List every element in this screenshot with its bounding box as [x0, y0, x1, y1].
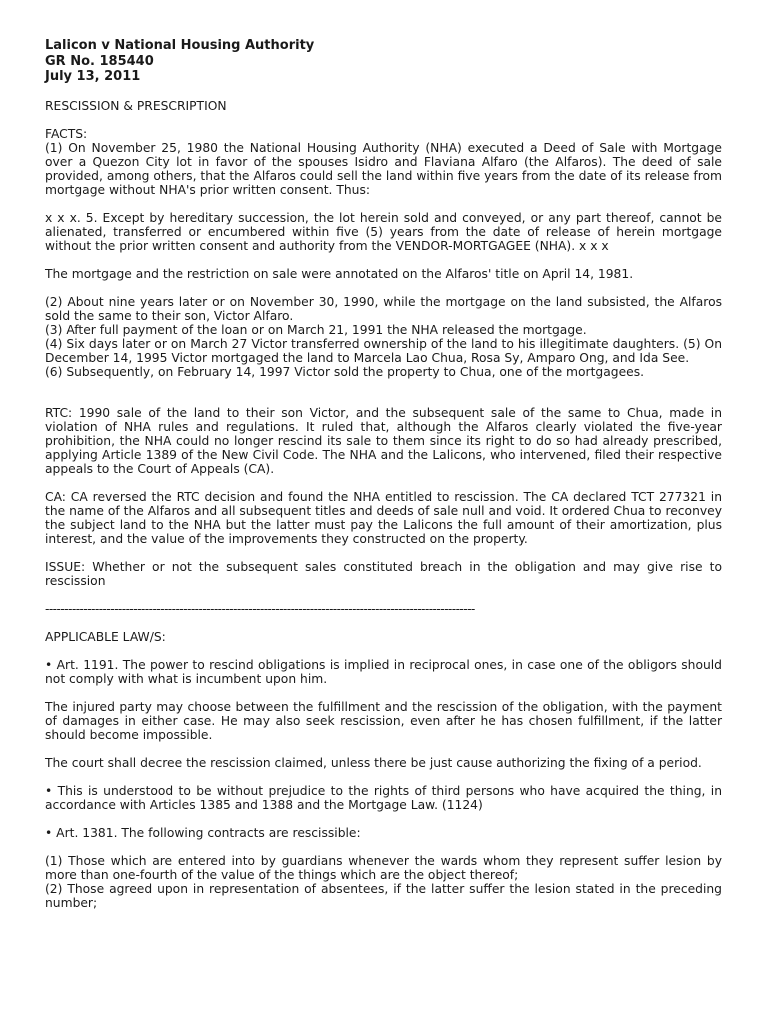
- case-title: Lalicon v National Housing Authority: [45, 38, 315, 53]
- topic-heading: RESCISSION & PRESCRIPTION: [45, 98, 227, 113]
- issue-paragraph: ISSUE: Whether or not the subsequent sales constituted breach in the obligation and may give rise to rescission: [45, 559, 722, 588]
- third-persons-paragraph: • This is understood to be without prejudice to the rights of third persons who have acquired the thing, in accordance with Articles 1385 and 1388 and the Mortgage Law. (1124): [45, 783, 722, 812]
- article-1381: • Art. 1381. The following contracts are rescissible:: [45, 825, 361, 840]
- facts-paragraph-4: (4) Six days later or on March 27 Victor transferred ownership of the land to his illegitimate daughters. (5) On December 14, 1995 Victor mortgaged the land to Marcela Lao Chua, Rosa Sy, Amparo Ong, and Ida See.: [45, 336, 722, 365]
- facts-paragraph-2: (2) About nine years later or on November 30, 1990, while the mortgage on the land subsisted, the Alfaros sold the same to their son, Victor Alfaro.: [45, 294, 722, 323]
- facts-paragraph-1: (1) On November 25, 1980 the National Housing Authority (NHA) executed a Deed of Sale with Mortgage over a Quezon City lot in favor of the spouses Isidro and Flaviana Alfaro (the Alfaros). The deed of sale provided, among others, that the Alfaros could sell the land within five years from the date of its release from mortgage without NHA's prior written consent. Thus:: [45, 140, 722, 197]
- facts-paragraph-6: (6) Subsequently, on February 14, 1997 Victor sold the property to Chua, one of the mortgagees.: [45, 364, 645, 379]
- court-decree-paragraph: The court shall decree the rescission claimed, unless there be just cause authorizing the fixing of a period.: [45, 755, 702, 770]
- article-1191: • Art. 1191. The power to rescind obligations is implied in reciprocal ones, in case one of the obligors should not comply with what is incumbent upon him.: [45, 657, 722, 686]
- rescissible-item-1: (1) Those which are entered into by guardians whenever the wards whom they represent suffer lesion by more than one-fourth of the value of the things which are the object thereof;: [45, 853, 722, 882]
- injured-party-paragraph: The injured party may choose between the fulfillment and the rescission of the obligation, with the payment of damages in either case. He may also seek rescission, even after he has chosen fulfillment, if the latter should become impossible.: [45, 699, 722, 742]
- rtc-ruling: RTC: 1990 sale of the land to their son Victor, and the subsequent sale of the same to Chua, made in violation of NHA rules and regulations. It ruled that, although the Alfaros clearly violated the five-year prohibition, the NHA could no longer rescind its sale to them since its right to do so had already prescribed, applying Article 1389 of the New Civil Code. The NHA and the Lalicons, who intervened, filed their respective appeals to the Court of Appeals (CA).: [45, 405, 722, 476]
- case-date: July 13, 2011: [45, 69, 141, 84]
- deed-quote: x x x. 5. Except by hereditary succession, the lot herein sold and conveyed, or any part thereof, cannot be alienated, transferred or encumbered within five (5) years from the date of release of herein mortgage without the prior written consent and authority from the VENDOR-MORTGAGEE (NHA). x x x: [45, 210, 722, 253]
- annotation-paragraph: The mortgage and the restriction on sale were annotated on the Alfaros' title on April 14, 1981.: [45, 266, 634, 281]
- facts-heading: FACTS:: [45, 126, 88, 141]
- rescissible-item-2: (2) Those agreed upon in representation of absentees, if the latter suffer the lesion stated in the preceding number;: [45, 881, 722, 910]
- applicable-law-heading: APPLICABLE LAW/S:: [45, 629, 166, 644]
- facts-paragraph-3: (3) After full payment of the loan or on March 21, 1991 the NHA released the mortgage.: [45, 322, 587, 337]
- case-number: GR No. 185440: [45, 53, 154, 69]
- document-page: [45, 38, 722, 910]
- ca-ruling: CA: CA reversed the RTC decision and found the NHA entitled to rescission. The CA declared TCT 277321 in the name of the Alfaros and all subsequent titles and deeds of sale null and void. It ordered Chua to reconvey the subject land to the NHA but the latter must pay the Lalicons the full amount of their amortization, plus interest, and the value of the improvements they constructed on the property.: [45, 489, 722, 546]
- section-separator: ----------------------------------------------------------------------------------------------------------------: [45, 601, 475, 616]
